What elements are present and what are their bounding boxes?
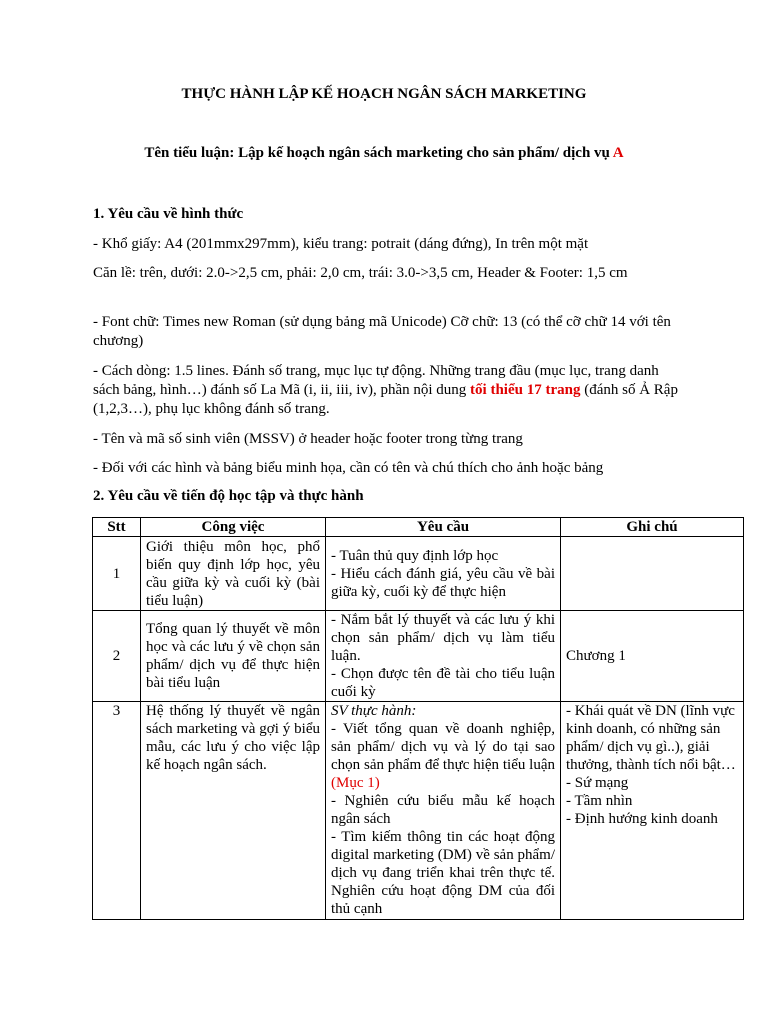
essay-title-text: Tên tiểu luận: Lập kế hoạch ngân sách marketing cho sản phẩm/ dịch vụ: [144, 145, 613, 161]
essay-title-highlight: A: [612, 145, 624, 161]
header-requirement: Yêu cầu: [326, 518, 561, 537]
note-cell: [561, 702, 744, 920]
job-cell: Tổng quan lý thuyết về môn học và các lưu ý về chọn sản phẩm/ dịch vụ để thực hiện bài tiểu luận: [141, 611, 326, 702]
spacing-text-end: (đánh số Ả Rập (1,2,3…), phụ lục không đánh số trang.: [93, 382, 678, 417]
figures-paragraph: - Đối với các hình và bảng biểu minh họa, cần có tên và chú thích cho ảnh hoặc bảng: [93, 460, 604, 476]
section-2-heading: 2. Yêu cầu về tiến độ học tập và thực hành: [93, 488, 364, 504]
row-number: 3: [93, 702, 141, 920]
table-row: [93, 611, 744, 702]
table-row: [93, 702, 744, 920]
student-id-paragraph: - Tên và mã số sinh viên (MSSV) ở header hoặc footer trong từng trang: [93, 431, 523, 447]
header-note: Ghi chú: [561, 518, 744, 537]
requirement-text: - Viết tổng quan về doanh nghiệp, sản phẩm/ dịch vụ và lý do tại sao chọn sản phẩm để thực hiện tiểu luận: [331, 721, 555, 773]
requirement-item: - Nghiên cứu biểu mẫu kế hoạch ngân sách: [331, 793, 555, 827]
document-title: THỰC HÀNH LẬP KẾ HOẠCH NGÂN SÁCH MARKETING: [181, 86, 587, 102]
requirement-item: - Tìm kiếm thông tin các hoạt động digital marketing (DM) về sản phẩm/ dịch vụ đang triển khai trên thực tế. Nghiên cứu hoạt động DM của đối thủ cạnh: [331, 829, 555, 917]
paper-size-paragraph: - Khổ giấy: A4 (201mmx297mm), kiểu trang: potrait (dáng đứng), In trên một mặt: [93, 236, 589, 252]
requirement-item: - Hiểu cách đánh giá, yêu cầu về bài giữa kỳ, cuối kỳ để thực hiện: [331, 565, 555, 600]
font-paragraph: - Font chữ: Times new Roman (sử dụng bảng mã Unicode) Cỡ chữ: 13 (có thể cỡ chữ 14 với tên chương): [93, 314, 671, 349]
note-item: - Tầm nhìn: [566, 793, 633, 809]
spacing-text: - Cách dòng: 1.5 lines. Đánh số trang, mục lục tự động. Những trang đầu (mục lục, trang danh sách bảng, hình…) đánh số La Mã (i, ii, iii, iv), phần nội dung: [93, 363, 659, 398]
section-1-heading: 1. Yêu cầu về hình thức: [93, 206, 244, 222]
note-cell: [561, 537, 744, 611]
min-pages-highlight: tối thiểu 17 trang: [470, 382, 581, 398]
requirement-cell: [326, 611, 561, 702]
row-number: 1: [93, 537, 141, 611]
header-stt: Stt: [93, 518, 141, 537]
requirement-item: - Nắm bắt lý thuyết và các lưu ý khi chọn sản phẩm/ dịch vụ làm tiểu luận.: [331, 612, 555, 664]
requirement-cell: [326, 537, 561, 611]
requirement-item: [331, 720, 555, 792]
row-number: 2: [93, 611, 141, 702]
note-item: - Sứ mạng: [566, 775, 629, 791]
schedule-table: [92, 517, 744, 920]
job-cell: Hệ thống lý thuyết về ngân sách marketing và gợi ý biểu mẫu, các lưu ý cho việc lập kế hoạch ngân sách.: [141, 702, 326, 920]
note-item: - Định hướng kinh doanh: [566, 811, 718, 827]
section-ref-highlight: (Mục 1): [331, 775, 380, 791]
note-item: - Khái quát về DN (lĩnh vực kinh doanh, có những sản phẩm/ dịch vụ gì..), giải thưởng, thành tích nổi bật…: [566, 703, 736, 773]
table-header-row: [93, 518, 744, 537]
job-cell: Giới thiệu môn học, phổ biến quy định lớp học, yêu cầu giữa kỳ và cuối kỳ (bài tiểu luận): [141, 537, 326, 611]
spacing-paragraph: [93, 362, 683, 419]
header-job: Công việc: [141, 518, 326, 537]
practice-label: SV thực hành:: [331, 703, 417, 719]
requirement-cell: [326, 702, 561, 920]
essay-title: [0, 145, 768, 162]
note-cell: Chương 1: [561, 611, 744, 702]
requirement-item: - Chọn được tên đề tài cho tiểu luận cuối kỳ: [331, 666, 555, 700]
table-row: [93, 537, 744, 611]
margins-paragraph: Căn lề: trên, dưới: 2.0->2,5 cm, phải: 2,0 cm, trái: 3.0->3,5 cm, Header & Footer: 1,5 cm: [93, 265, 628, 281]
requirement-item: - Tuân thủ quy định lớp học: [331, 547, 499, 564]
